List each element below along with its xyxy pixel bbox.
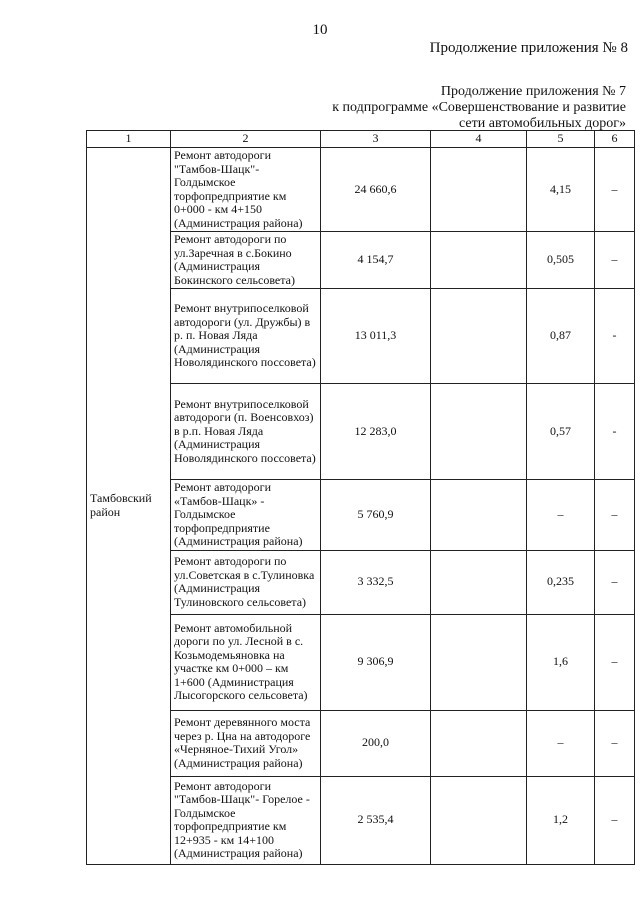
column-6-cell: – xyxy=(595,232,635,289)
amount-cell: 3 332,5 xyxy=(321,550,431,614)
amount-cell: 24 660,6 xyxy=(321,148,431,232)
length-cell: – xyxy=(527,480,595,551)
work-description: Ремонт автодороги по ул.Заречная в с.Бокино (Администрация Бокинского сельсовета) xyxy=(171,232,321,289)
column-4-cell xyxy=(431,232,527,289)
column-6-cell: – xyxy=(595,480,635,551)
column-4-cell xyxy=(431,480,527,551)
column-4-cell xyxy=(431,384,527,480)
column-header: 1 xyxy=(87,131,171,148)
column-4-cell xyxy=(431,289,527,384)
length-cell: 0,87 xyxy=(527,289,595,384)
column-6-cell: – xyxy=(595,776,635,864)
work-description: Ремонт автодороги «Тамбов-Шацк» - Голдымское торфопредприятие (Администрация района) xyxy=(171,480,321,551)
continuation-appendix-8: Продолжение приложения № 8 xyxy=(429,40,628,56)
column-6-cell: – xyxy=(595,550,635,614)
column-header: 5 xyxy=(527,131,595,148)
column-header: 4 xyxy=(431,131,527,148)
column-4-cell xyxy=(431,776,527,864)
column-header: 2 xyxy=(171,131,321,148)
road-repair-table xyxy=(86,130,635,865)
length-cell: 0,235 xyxy=(527,550,595,614)
district-cell: Тамбовский район xyxy=(87,148,171,865)
work-description: Ремонт внутрипоселковой автодороги (ул. Дружбы) в р. п. Новая Ляда (Администрация Новолядинского поссовета) xyxy=(171,289,321,384)
page-number: 10 xyxy=(312,22,328,38)
length-cell: 1,6 xyxy=(527,614,595,710)
column-4-cell xyxy=(431,710,527,776)
length-cell: 1,2 xyxy=(527,776,595,864)
column-6-cell: – xyxy=(595,710,635,776)
amount-cell: 200,0 xyxy=(321,710,431,776)
column-6-cell: – xyxy=(595,148,635,232)
continuation-appendix-7 xyxy=(296,84,626,132)
column-6-cell: - xyxy=(595,289,635,384)
amount-cell: 5 760,9 xyxy=(321,480,431,551)
amount-cell: 9 306,9 xyxy=(321,614,431,710)
work-description: Ремонт деревянного моста через р. Цна на автодороге «Черняное-Тихий Угол» (Администрация района) xyxy=(171,710,321,776)
amount-cell: 13 011,3 xyxy=(321,289,431,384)
continuation-appendix-7-line2: к подпрограмме «Совершенствование и развитие xyxy=(332,100,626,115)
continuation-appendix-7-line3: сети автомобильных дорог» xyxy=(459,116,626,131)
work-description: Ремонт автодороги "Тамбов-Шацк"-Голдымское торфопредприятие км 0+000 - км 4+150 (Администрация района) xyxy=(171,148,321,232)
table-header-row xyxy=(87,131,635,148)
column-6-cell: - xyxy=(595,384,635,480)
column-4-cell xyxy=(431,614,527,710)
work-description: Ремонт автодороги по ул.Советская в с.Тулиновка (Администрация Тулиновского сельсовета) xyxy=(171,550,321,614)
continuation-appendix-7-line1: Продолжение приложения № 7 xyxy=(440,84,626,99)
column-4-cell xyxy=(431,550,527,614)
amount-cell: 12 283,0 xyxy=(321,384,431,480)
column-header: 6 xyxy=(595,131,635,148)
length-cell: 4,15 xyxy=(527,148,595,232)
table-row xyxy=(87,148,635,232)
length-cell: 0,505 xyxy=(527,232,595,289)
amount-cell: 2 535,4 xyxy=(321,776,431,864)
column-header: 3 xyxy=(321,131,431,148)
column-6-cell: – xyxy=(595,614,635,710)
work-description: Ремонт автомобильной дороги по ул. Лесной в с. Козьмодемьяновка на участке км 0+000 – км 1+600 (Администрация Лысогорского сельсовета) xyxy=(171,614,321,710)
length-cell: 0,57 xyxy=(527,384,595,480)
amount-cell: 4 154,7 xyxy=(321,232,431,289)
work-description: Ремонт внутрипоселковой автодороги (п. Военсовхоз) в р.п. Новая Ляда (Администрация Новолядинского поссовета) xyxy=(171,384,321,480)
work-description: Ремонт автодороги "Тамбов-Шацк"- Горелое - Голдымское торфопредприятие км 12+935 - км 14+100 (Администрация района) xyxy=(171,776,321,864)
length-cell: – xyxy=(527,710,595,776)
column-4-cell xyxy=(431,148,527,232)
